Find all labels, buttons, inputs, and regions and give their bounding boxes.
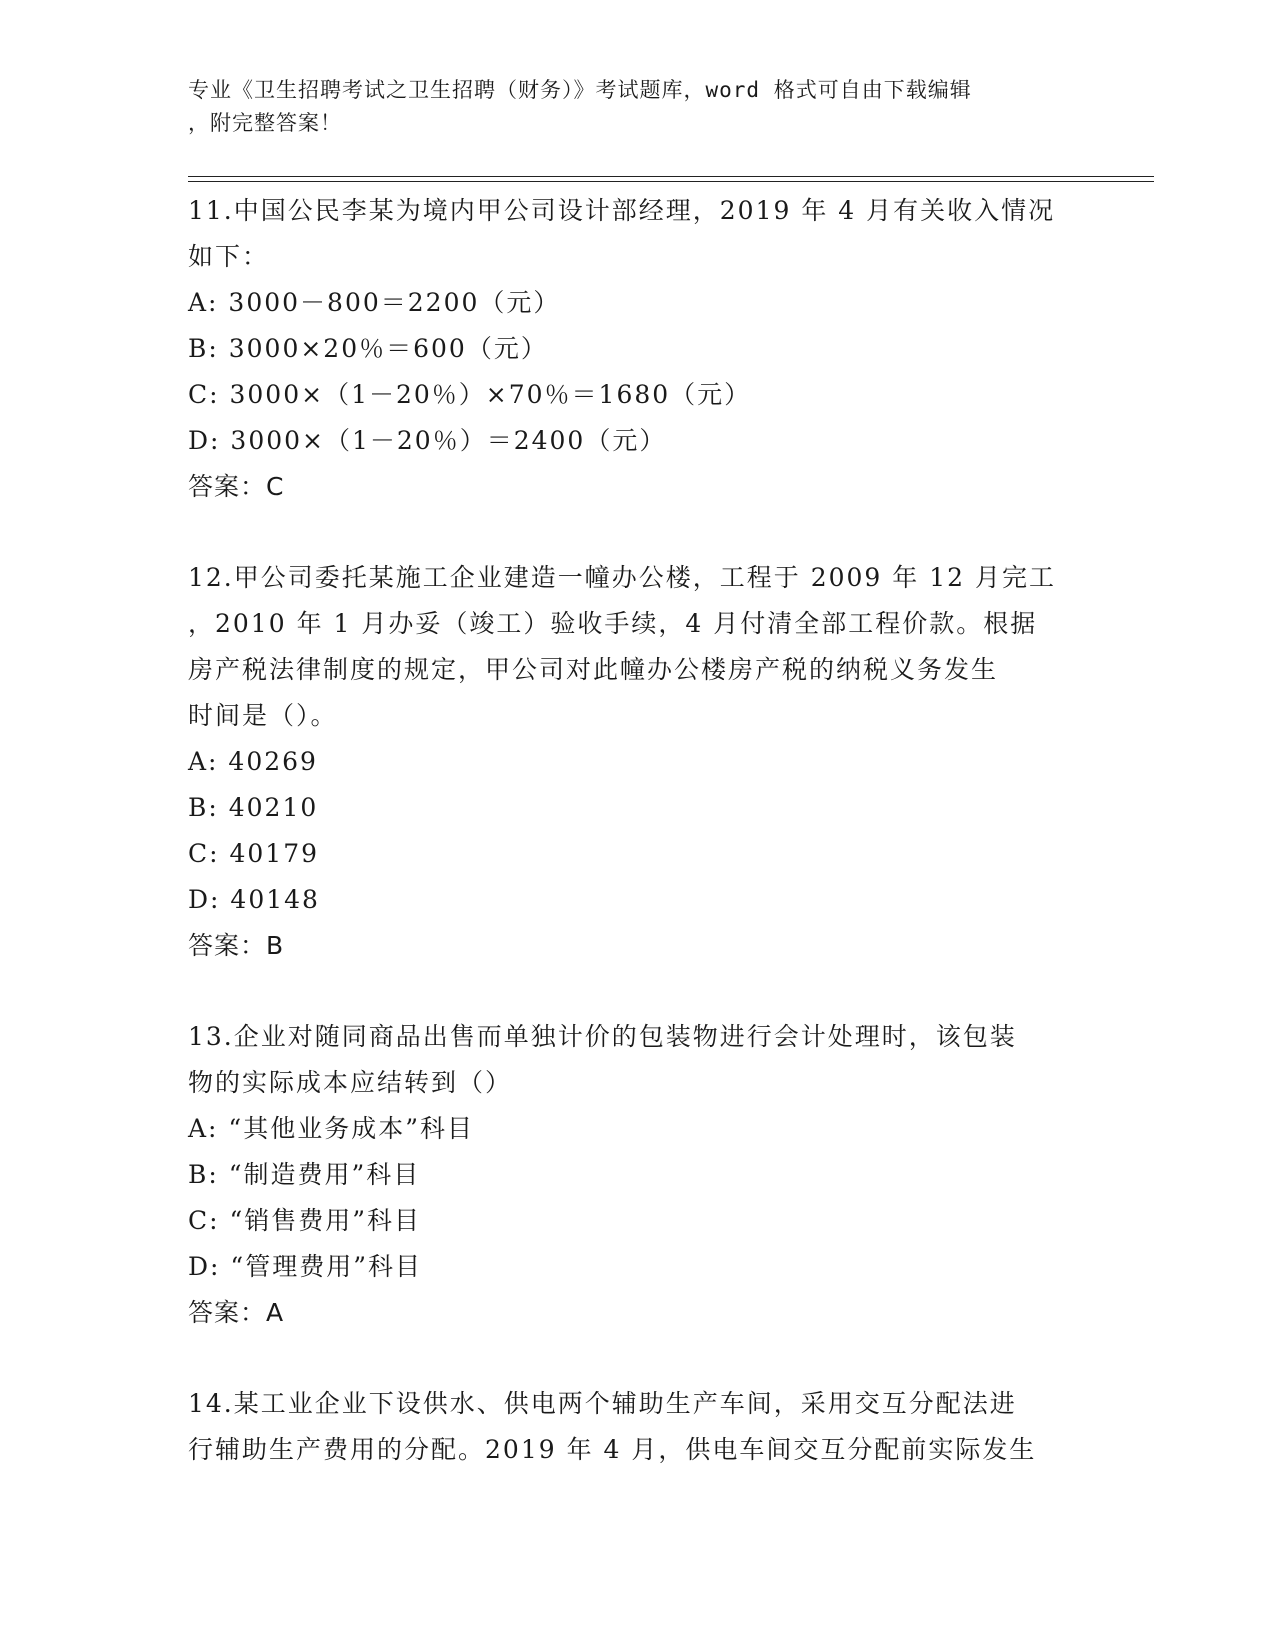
option-b: B: 3000×20％＝600（元） <box>188 334 548 363</box>
option-a: A: “其他业务成本”科目 <box>188 1114 474 1143</box>
header-divider-bottom <box>188 181 1154 182</box>
question-stem-line: 如下： <box>188 242 270 271</box>
option-c: C: “销售费用”科目 <box>188 1206 422 1235</box>
option-a: A: 40269 <box>188 747 318 776</box>
question-13 <box>188 1014 1088 1336</box>
question-stem-line: 房产税法律制度的规定，甲公司对此幢办公楼房产税的纳税义务发生 <box>188 655 999 684</box>
answer: 答案：C <box>188 472 285 501</box>
header-divider-top <box>188 176 1154 177</box>
question-stem-line: 12.甲公司委托某施工企业建造一幢办公楼，工程于 2009 年 12 月完工 <box>188 563 1056 592</box>
question-11 <box>188 188 1088 510</box>
option-b: B: 40210 <box>188 793 319 822</box>
option-d: D: “管理费用”科目 <box>188 1252 422 1281</box>
option-b: B: “制造费用”科目 <box>188 1160 421 1189</box>
question-stem-line: 物的实际成本应结转到（） <box>188 1068 513 1097</box>
header-line-1: 专业《卫生招聘考试之卫生招聘（财务）》考试题库，word 格式可自由下载编辑 <box>188 78 972 102</box>
question-stem-line: 13.企业对随同商品出售而单独计价的包装物进行会计处理时，该包装 <box>188 1022 1017 1051</box>
option-d: D: 3000×（1－20％）＝2400（元） <box>188 426 667 455</box>
option-c: C: 3000×（1－20％）×70％＝1680（元） <box>188 380 752 409</box>
question-stem-line: 14.某工业企业下设供水、供电两个辅助生产车间，采用交互分配法进 <box>188 1389 1017 1418</box>
option-a: A: 3000－800＝2200（元） <box>188 288 561 317</box>
question-stem-line: 时间是（）。 <box>188 701 338 730</box>
question-12 <box>188 555 1088 969</box>
answer: 答案：A <box>188 1298 285 1327</box>
question-stem-line: 行辅助生产费用的分配。2019 年 4 月，供电车间交互分配前实际发生 <box>188 1435 1037 1464</box>
answer: 答案：B <box>188 931 285 960</box>
option-d: D: 40148 <box>188 885 320 914</box>
header-line-2: ，附完整答案！ <box>188 111 342 135</box>
question-14 <box>188 1381 1088 1473</box>
option-c: C: 40179 <box>188 839 320 868</box>
document-header <box>188 74 1068 140</box>
question-list <box>188 188 1088 1473</box>
question-stem-line: ，2010 年 1 月办妥（竣工）验收手续，4 月付清全部工程价款。根据 <box>188 609 1038 638</box>
question-stem-line: 11.中国公民李某为境内甲公司设计部经理，2019 年 4 月有关收入情况 <box>188 196 1056 225</box>
